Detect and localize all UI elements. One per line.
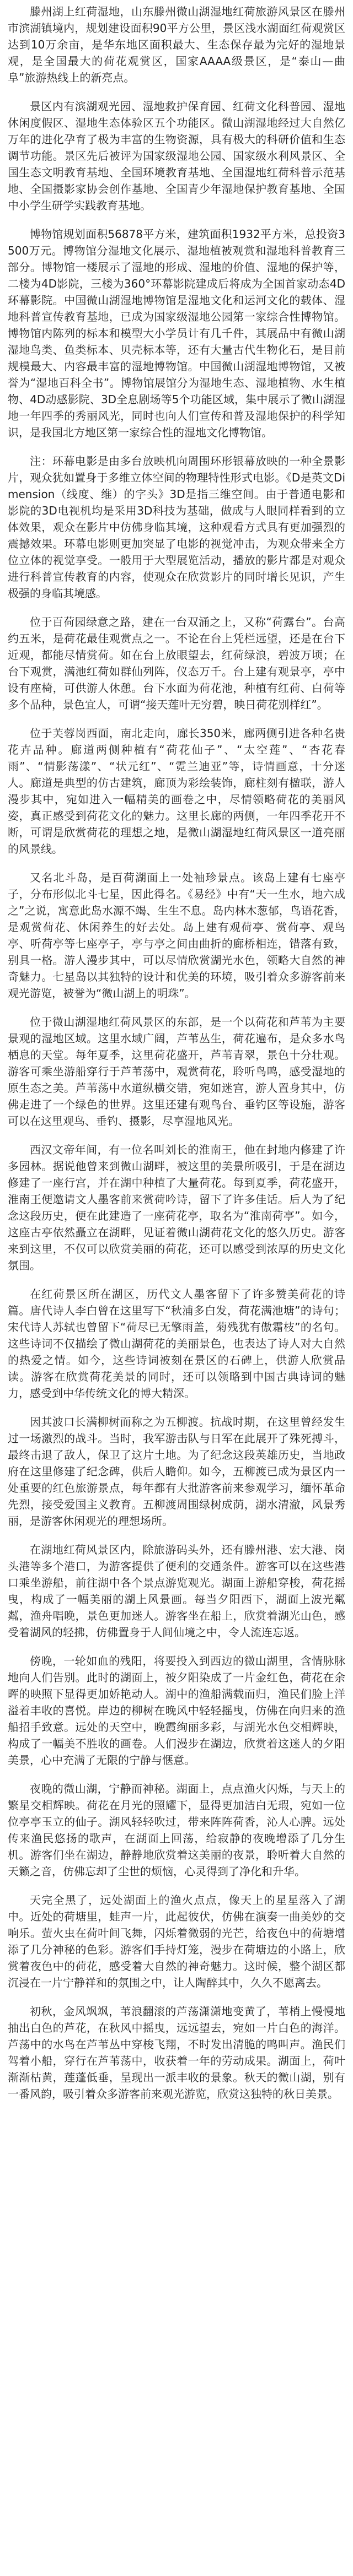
article-body xyxy=(8,3,345,2102)
article-paragraph-han-history: 西汉文帝年间，有一位名叫刘长的淮南王，他在封地内修建了许多园林。据说他曾来到微山湖畔，被这里的美景所吸引，于是在湖边修建了一座行宫，并在湖中种植了大量荷花。每到夏季，荷花盛开，淮南王便邀请文人墨客前来赏荷吟诗，留下了许多佳话。后人为了纪念这段历史，便在此建造了一座荷花亭，取名为“淮南荷亭”。如今，这座古亭依然矗立在湖畔，见证着微山湖荷花文化的悠久历史。游客来到这里，不仅可以欣赏美丽的荷花，还可以感受到浓厚的历史文化氛围。 xyxy=(8,1143,345,1272)
article-paragraph-museum: 博物馆规划面积56878平方米，建筑面积1932平方米，总投资3500万元。博物馆分湿地文化展示、湿地植被观赏和湿地科普教育三部分。博物馆一楼展示了湿地的形成、湿地的价值、湿地的保护等，二楼为4D影院，三楼为360°环幕影院建成后将成为全国首家动态4D环幕影院。中国微山湖湿地博物馆是湿地文化和运河文化的载体、湿地科普宣传教育基地，已成为国家级湿地公园第一家综合性博物馆。博物馆内陈列的标本和模型大小学员计有几千件，其展品中有微山湖湿地鸟类、鱼类标本、贝壳标本等，还有大量古代生物化石，是目前规模最大、内容最丰富的湿地博物馆。中国微山湖湿地博物馆，又被誉为“湿地百科全书”。博物馆展馆分为湿地生态、湿地植物、水生植物、4D动感影院、3D全息剧场等5个功能区域，集中展示了微山湖湿地一年四季的秀丽风光，同时也向人们宣传和普及湿地保护的科学知识，是我国北方地区第一家综合性的湿地文化博物馆。 xyxy=(8,228,345,439)
article-paragraph-cinema-note: 注：环幕电影是由多台放映机向周围环形银幕放映的一种全景影片，观众犹如置身于多维立体空间的物理特性形式电影。《D是英文Dimension（线度、维）的字头》3D是指三维空间。由于普通电影和影院的3D电视机均是采用3D科技为基础，做成与人眼同样看到的立体效果，观众在影片中仿佛身临其境，这种观看方式具有更加强烈的震撼效果。环幕电影则更加突显了电影的视觉冲击，为观众带来全方位立体的视觉享受。一般用于大型展览活动，播放的影片都是对观众进行科普宣传教育的内容，使观众在欣赏影片的同时增长见识，产生极强的身临其境感。 xyxy=(8,454,345,600)
article-paragraph-seven-star-island: 又名北斗岛，是百荷湖面上一处袖珍景点。该岛上建有七座亭子，分布形似北斗七星，因此得名。《易经》中有“天一生水，地六成之”之说，寓意此岛水源不竭、生生不息。岛内林木葱郁，鸟语花香，是观赏荷花、休闲养生的好去处。岛上建有观荷亭、赏荷亭、观鸟亭、听荷亭等七座亭子，亭与亭之间由曲折的廊桥相连，错落有致，别具一格。游人漫步其中，可以尽情欣赏湖光水色，领略大自然的神奇魅力。七星岛以其独特的设计和优美的环境，吸引着众多游客前来观光游览，被誉为“微山湖上的明珠”。 xyxy=(8,871,345,1000)
article-paragraph-ports: 在湖地红荷风景区内，除旅游码头外，还有滕州港、宏大港、岗头港等多个港口，为游客提供了便利的交通条件。游客可以在这些港口乘坐游船，前往湖中各个景点游览观光。湖面上游船穿梭，荷花摇曳，构成了一幅美丽的湖上风景画。每当夕阳西下，湖面上波光粼粼，渔舟唱晚，景色更加迷人。游客坐在船上，欣赏着湖光山色，感受着湖风的轻拂，仿佛置身于人间仙境之中，令人流连忘返。 xyxy=(8,1543,345,1639)
article-paragraph-sunset: 傍晚，一轮如血的残阳，将要投入到西边的微山湖里，含情脉脉地向人们告别。此时的湖面上，被夕阳染成了一片金红色，荷花在余晖的映照下显得更加娇艳动人。湖中的渔船满载而归，渔民们脸上洋溢着丰收的喜悦。岸边的柳树在晚风中轻轻摇曳，仿佛在向归来的渔船招手致意。远处的天空中，晚霞绚丽多彩，与湖光水色交相辉映，构成了一幅美不胜收的画卷。人们漫步在湖边，欣赏着这迷人的夕阳美景，心中充满了无限的宁静与惬意。 xyxy=(8,1654,345,1767)
article-paragraph-autumn: 初秋，金风飒飒，苇浪翻滚的芦荡潇潇地变黄了，苇梢上慢慢地抽出白色的芦花，在秋风中摇曳，远远望去，宛如一片白色的海洋。芦荡中的水鸟在芦苇丛中穿梭飞翔，不时发出清脆的鸣叫声。渔民们驾着小船，穿行在芦苇荡中，收获着一年的劳动成果。湖面上，荷叶渐渐枯黄，莲蓬低垂，呈现出一派丰收的景象。秋天的微山湖，别有一番风韵，吸引着众多游客前来观光游览，欣赏这独特的秋日美景。 xyxy=(8,2005,345,2101)
article-paragraph-zones: 景区内有滨湖观光园、湿地救护保育园、红荷文化科普园、湿地休闲度假区、湿地生态体验区五个功能区。微山湖湿地经过大自然亿万年的进化孕育了极为丰富的生物资源，具有极大的科研价值和生态调节功能。景区先后被评为国家级湿地公园、国家级水利风景区、全国生态文明教育基地、全国环境教育基地、全国湿地红荷科普示范基地、全国摄影家协会创作基地、全国青少年湿地保护教育基地、全国中小学生研学实践教育基地。 xyxy=(8,100,345,212)
article-paragraph-night: 夜晚的微山湖，宁静而神秘。湖面上，点点渔火闪烁，与天上的繁星交相辉映。荷花在月光的照耀下，显得更加洁白无瑕，宛如一位位亭亭玉立的仙子。湖风轻轻吹过，带来阵阵荷香，沁人心脾。远处传来渔民悠扬的歌声，在湖面上回荡，给寂静的夜晚增添了几分生机。游客们坐在湖边，静静地欣赏着这美丽的夜景，聆听着大自然的天籁之音，仿佛忘却了尘世的烦恼，心灵得到了净化和升华。 xyxy=(8,1782,345,1878)
article-paragraph-reed-marsh: 位于微山湖湿地红荷风景区的东部，是一个以荷花和芦苇为主要景观的湿地区域。这里水域广阔，芦苇丛生，荷花遍布，是众多水鸟栖息的天堂。每年夏季，这里荷花盛开，芦苇青翠，景色十分壮观。游客可乘坐游船穿行于芦苇荡中，观赏荷花，聆听鸟鸣，感受湿地的原生态之美。芦苇荡中水道纵横交错，宛如迷宫，游人置身其中，仿佛走进了一个绿色的世界。这里还建有观鸟台、垂钓区等设施，游客可以在这里观鸟、垂钓、摄影，尽享湿地风光。 xyxy=(8,1015,345,1128)
article-paragraph-lotus-terrace: 位于百荷园绿意之路，建在一台双涌之上，又称“荷露台”。台高约五米，是荷花最佳观赏点之一。不论在台上凭栏远望，还是在台下近观，都能尽情赏荷。如在台上放眼望去，红荷绿浪，碧波万顷；在台下观赏，满池红荷如群仙列阵，仪态万千。台上建有观景亭，亭中设有座椅，可供游人休憩。台下水面为荷花池，种植有红荷、白荷等多个品种，景色宜人，可谓“接天莲叶无穷碧，映日荷花别样红”。 xyxy=(8,615,345,711)
article-paragraph-corridor: 位于芙蓉岗西面，南北走向，廊长350米，廊两侧引进各种名贵花卉品种。廊道两侧种植有“荷花仙子”、“太空莲”、“杏花春雨”、“情影荡漾”、“状元红”、“霓兰迪亚”等，诗情画意，十分迷人。廊道是典型的仿古建筑，廊顶为彩绘装饰，廊柱刻有楹联，游人漫步其中，宛如进入一幅精美的画卷之中，尽情领略荷花的美丽风姿，真正感受到荷花文化的魅力。这里长廊的两侧，一年四季花开不断，可谓是欣赏荷花的理想之地，是微山湖湿地红荷风景区一道亮丽的风景线。 xyxy=(8,727,345,856)
article-paragraph-five-willows: 因其波口长满柳树而称之为五柳渡。抗战时期，在这里曾经发生过一场激烈的战斗。当时，我军游击队与日军在此展开了殊死搏斗，最终击退了敌人，保卫了这片土地。为了纪念这段英雄历史，当地政府在这里修建了纪念碑，供后人瞻仰。如今，五柳渡已成为景区内一处重要的红色旅游景点，每年都有大批游客前来参观学习，缅怀革命先烈，接受爱国主义教育。五柳渡周围绿树成荫，湖水清澈，风景秀丽，是游客休闲观光的理想场所。 xyxy=(8,1415,345,1528)
article-paragraph-dark: 天完全黑了，远处湖面上的渔火点点，像天上的星星落入了湖中。近处的荷塘里，蛙声一片，此起彼伏，仿佛在演奏一曲美妙的交响乐。萤火虫在荷叶间飞舞，闪烁着微弱的光芒，给夜色中的荷塘增添了几分神秘的色彩。游客们手持灯笼，漫步在荷塘边的小路上，欣赏着夜色中的荷花，感受着大自然的神奇魅力。这时候，整个湖区都沉浸在一片宁静祥和的氛围之中，让人陶醉其中，久久不愿离去。 xyxy=(8,1893,345,1989)
article-paragraph-poems: 在红荷景区所在湖区，历代文人墨客留下了许多赞美荷花的诗篇。唐代诗人李白曾在这里写下“秋浦多白发，荷花满池塘”的诗句；宋代诗人苏轼也曾留下“荷尽已无擎雨盖，菊残犹有傲霜枝”的名句。这些诗词不仅描绘了微山湖荷花的美丽景色，也表达了诗人对大自然的热爱之情。如今，这些诗词被刻在景区的石碑上，供游人欣赏品读。游客在欣赏荷花美景的同时，还可以领略到中国古典诗词的魅力，感受到中华传统文化的博大精深。 xyxy=(8,1287,345,1400)
article-paragraph-intro: 滕州湖上红荷湿地，山东滕州微山湖湿地红荷旅游风景区在滕州市滨湖镇境内，规划建设面积90平方公里，景区浅水湖面红荷观赏区达到10万余亩，是华东地区面积最大、生态保存最为完好的湿地景观，是全国最大的荷花观赏区，国家AAAA级景区，是“泰山—曲阜”旅游热线上的新亮点。 xyxy=(8,5,345,84)
